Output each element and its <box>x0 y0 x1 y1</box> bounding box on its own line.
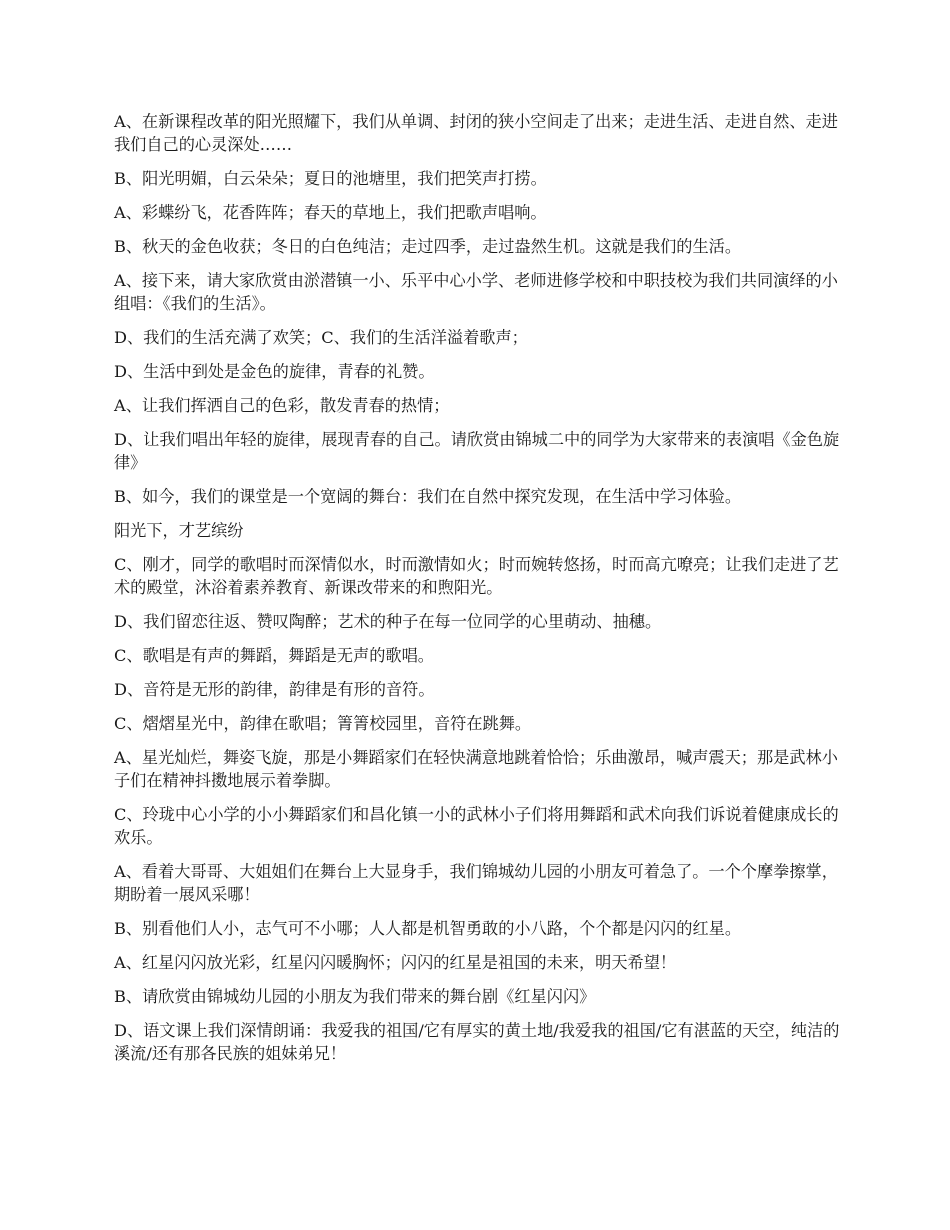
paragraph-12: C、刚才，同学的歌唱时而深情似水，时而激情如火；时而婉转悠扬，时而高亢嘹亮；让我们走进了艺术的殿堂，沐浴着素养教育、新课改带来的和煦阳光。 <box>114 555 839 597</box>
paragraph-16: C、熠熠星光中，韵律在歌唱；箐箐校园里，音符在跳舞。 <box>114 714 532 733</box>
paragraph-3: A、彩蝶纷飞，花香阵阵；春天的草地上，我们把歌声唱响。 <box>114 203 547 222</box>
section-heading: 阳光下，才艺缤纷 <box>114 521 244 540</box>
paragraph-21: A、红星闪闪放光彩，红星闪闪暖胸怀；闪闪的红星是祖国的未来，明天希望！ <box>114 953 677 972</box>
paragraph-20: B、别看他们人小，志气可不小哪；人人都是机智勇敢的小八路，个个都是闪闪的红星。 <box>114 919 742 938</box>
paragraph-7: D、生活中到处是金色的旋律，青春的礼赞。 <box>114 362 435 381</box>
paragraph-9: D、让我们唱出年轻的旋律，展现青春的自己。请欣赏由锦城二中的同学为大家带来的表演唱《金色旋律》 <box>114 430 840 472</box>
paragraph-5: A、接下来，请大家欣赏由淤潜镇一小、乐平中心小学、老师进修学校和中职技校为我们共同演绎的小组唱：《我们的生活》。 <box>114 271 838 313</box>
paragraph-6: D、我们的生活充满了欢笑；C、我们的生活洋溢着歌声； <box>114 328 528 347</box>
paragraph-10: B、如今，我们的课堂是一个宽阔的舞台：我们在自然中探究发现，在生活中学习体验。 <box>114 487 742 506</box>
paragraph-22: B、请欣赏由锦城幼儿园的小朋友为我们带来的舞台剧《红星闪闪》 <box>114 987 596 1006</box>
paragraph-17: A、星光灿烂，舞姿飞旋，那是小舞蹈家们在轻快满意地跳着恰恰；乐曲激昂，喊声震天；那是武林小子们在精神抖擞地展示着拳脚。 <box>114 748 838 790</box>
paragraph-15: D、音符是无形的韵律，韵律是有形的音符。 <box>114 680 435 699</box>
paragraph-4: B、秋天的金色收获；冬日的白色纯洁；走过四季，走过盎然生机。这就是我们的生活。 <box>114 237 742 256</box>
paragraph-2: B、阳光明媚，白云朵朵；夏日的池塘里，我们把笑声打捞。 <box>114 169 547 188</box>
paragraph-23: D、语文课上我们深情朗诵：我爱我的祖国/它有厚实的黄土地/我爱我的祖国/它有湛蓝的天空，纯洁的溪流/还有那各民族的姐妹弟兄！ <box>114 1021 840 1063</box>
paragraph-14: C、歌唱是有声的舞蹈，舞蹈是无声的歌唱。 <box>114 646 434 665</box>
paragraph-13: D、我们留恋往返、赞叹陶醉；艺术的种子在每一位同学的心里萌动、抽穗。 <box>114 612 662 631</box>
paragraph-19: A、看着大哥哥、大姐姐们在舞台上大显身手，我们锦城幼儿园的小朋友可着急了。一个个摩拳擦掌，期盼着一展风采哪！ <box>114 862 838 904</box>
paragraph-18: C、玲珑中心小学的小小舞蹈家们和昌化镇一小的武林小子们将用舞蹈和武术向我们诉说着健康成长的欢乐。 <box>114 805 839 847</box>
document-body <box>114 110 840 1065</box>
paragraph-1: A、在新课程改革的阳光照耀下，我们从单调、封闭的狭小空间走了出来；走进生活、走进自然、走进我们自己的心灵深处…… <box>114 112 838 154</box>
paragraph-8: A、让我们挥洒自己的色彩，散发青春的热情； <box>114 396 450 415</box>
